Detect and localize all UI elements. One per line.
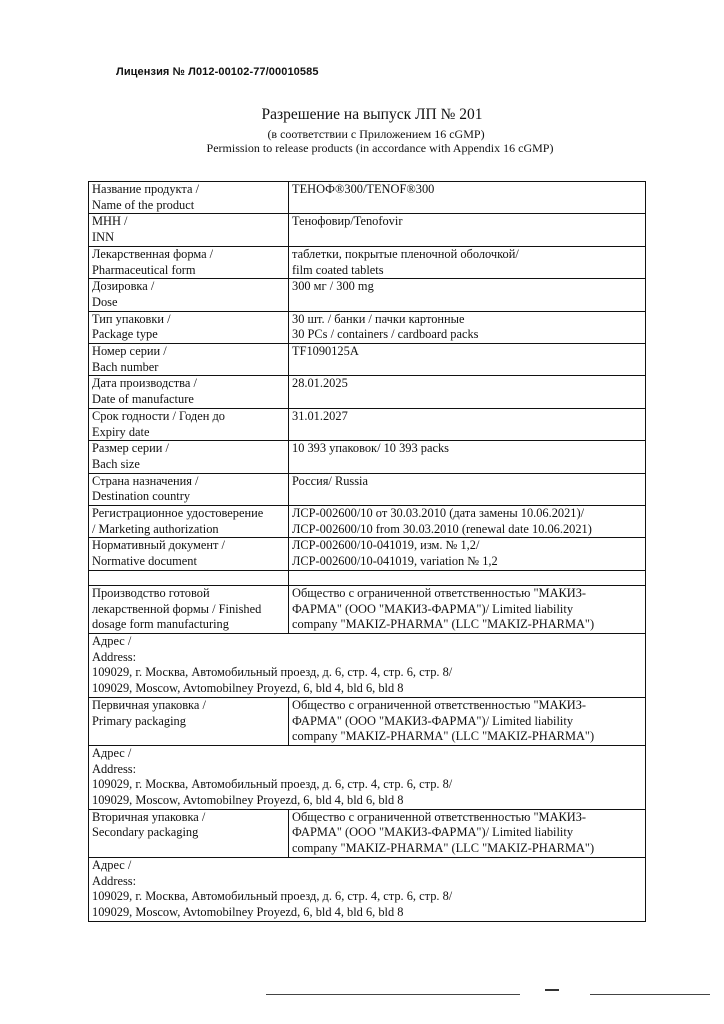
table-row	[89, 408, 646, 440]
subtitle-ru: (в соответствии с Приложением 16 cGMP)	[267, 127, 485, 141]
secondary-value-line: company "MAKIZ-PHARMA" (LLC "MAKIZ-PHARMA")	[292, 841, 595, 856]
manufacturing-address-line: Address:	[92, 649, 137, 664]
field-label-ru: Дата производства /	[92, 376, 197, 391]
field-label-en: Dose	[92, 294, 118, 309]
field-value-line: film coated tablets	[292, 262, 384, 277]
empty-cell	[289, 570, 646, 585]
subtitle-en: Permission to release products (in accordance with Appendix 16 cGMP)	[206, 141, 554, 155]
field-label-cell	[89, 441, 289, 473]
secondary-row	[89, 809, 646, 857]
secondary-label-line: Secondary packaging	[92, 825, 199, 840]
footer-rule-left	[266, 994, 520, 995]
field-label-cell	[89, 473, 289, 505]
field-label-en: Date of manufacture	[92, 392, 194, 407]
manufacturing-address-line: 109029, г. Москва, Автомобильный проезд, д. 6, стр. 4, стр. 6, стр. 8/	[92, 665, 453, 680]
table-row	[89, 538, 646, 570]
secondary-value-cell	[289, 809, 646, 857]
release-table	[88, 181, 646, 922]
manufacturing-label-line: лекарственной формы / Finished	[92, 601, 262, 616]
field-label-en: Package type	[92, 327, 158, 342]
field-value-cell	[289, 441, 646, 473]
field-label-ru: Страна назначения /	[92, 473, 199, 488]
field-value-line	[292, 392, 643, 408]
field-value-cell	[289, 506, 646, 538]
empty-row	[89, 570, 646, 585]
field-value-cell	[289, 376, 646, 408]
field-value-line	[292, 425, 643, 441]
field-value-line: 10 393 упаковок/ 10 393 packs	[292, 441, 449, 456]
field-value-cell	[289, 246, 646, 278]
field-label-cell	[89, 344, 289, 376]
primary-address-line: 109029, Moscow, Avtomobilney Proyezd, 6, bld 4, bld 6, bld 8	[92, 793, 404, 808]
manufacturing-value-line: ФАРМА" (ООО "МАКИЗ-ФАРМА")/ Limited liability	[292, 601, 574, 616]
manufacturing-value-line: company "MAKIZ-PHARMA" (LLC "MAKIZ-PHARMA")	[292, 617, 595, 632]
secondary-address-line: 109029, Moscow, Avtomobilney Proyezd, 6, bld 4, bld 6, bld 8	[92, 904, 404, 919]
field-value-line: 30 шт. / банки / пачки картонные	[292, 311, 465, 326]
page-title: Разрешение на выпуск ЛП № 201	[261, 106, 483, 123]
table-row	[89, 473, 646, 505]
secondary-value-line: Общество с ограниченной ответственностью "МАКИЗ-	[292, 809, 587, 824]
secondary-value-line: ФАРМА" (ООО "МАКИЗ-ФАРМА")/ Limited liability	[292, 825, 574, 840]
secondary-address-line: Address:	[92, 873, 137, 888]
primary-value-line: Общество с ограниченной ответственностью "МАКИЗ-	[292, 697, 587, 712]
table-row	[89, 344, 646, 376]
field-label-en: Name of the product	[92, 197, 195, 212]
manufacturing-address-line: 109029, Moscow, Avtomobilney Proyezd, 6, bld 4, bld 6, bld 8	[92, 681, 404, 696]
field-value-line: 31.01.2027	[292, 408, 348, 423]
manufacturing-value-line: Общество с ограниченной ответственностью "МАКИЗ-	[292, 585, 587, 600]
field-label-ru: Лекарственная форма /	[92, 246, 214, 261]
manufacturing-row	[89, 585, 646, 633]
field-label-en: Pharmaceutical form	[92, 262, 196, 277]
field-value-line	[292, 489, 643, 505]
field-value-cell	[289, 279, 646, 311]
footer-rule-right	[590, 994, 710, 995]
license-number: Лицензия № Л012-00102-77/00010585	[116, 66, 319, 78]
secondary-address-line: Адрес /	[92, 857, 132, 872]
field-value-line	[292, 198, 643, 214]
field-label-cell	[89, 311, 289, 343]
secondary-label-cell	[89, 809, 289, 857]
field-label-ru: Размер серии /	[92, 441, 169, 456]
field-label-en: / Marketing authorization	[92, 521, 219, 536]
field-value-cell	[289, 538, 646, 570]
primary-row	[89, 697, 646, 745]
primary-address-line: Адрес /	[92, 745, 132, 760]
field-value-cell	[289, 311, 646, 343]
field-value-cell	[289, 408, 646, 440]
field-label-en: Bach number	[92, 359, 159, 374]
field-label-en: INN	[92, 230, 115, 245]
field-label-cell	[89, 408, 289, 440]
field-value-line: ТЕНОФ®300/TENOF®300	[292, 182, 435, 196]
primary-value-cell	[289, 697, 646, 745]
field-label-en: Normative document	[92, 554, 197, 569]
field-label-ru: Нормативный документ /	[92, 538, 225, 553]
field-label-en: Bach size	[92, 456, 140, 471]
manufacturing-label-cell	[89, 585, 289, 633]
secondary-address-row	[89, 857, 646, 921]
field-label-cell	[89, 376, 289, 408]
table-row	[89, 376, 646, 408]
manufacturing-label-line: Производство готовой	[92, 585, 210, 600]
field-label-en: Destination country	[92, 489, 191, 504]
field-value-line: Тенофовир/Tenofovir	[292, 214, 403, 229]
field-value-cell	[289, 473, 646, 505]
field-label-ru: Срок годности / Годен до	[92, 408, 225, 423]
secondary-label-line: Вторичная упаковка /	[92, 809, 206, 824]
field-value-line: TF1090125A	[292, 344, 359, 359]
primary-address-row	[89, 745, 646, 809]
field-value-cell	[289, 214, 646, 246]
field-label-cell	[89, 246, 289, 278]
table-row	[89, 246, 646, 278]
field-value-line: ЛСР-002600/10-041019, variation № 1,2	[292, 554, 498, 569]
field-value-cell	[289, 344, 646, 376]
primary-address-line: Address:	[92, 761, 137, 776]
table-row	[89, 214, 646, 246]
table-row	[89, 506, 646, 538]
primary-value-line: ФАРМА" (ООО "МАКИЗ-ФАРМА")/ Limited liability	[292, 713, 574, 728]
field-label-cell	[89, 538, 289, 570]
field-value-line: ЛСР-002600/10 from 30.03.2010 (renewal date 10.06.2021)	[292, 521, 592, 536]
field-value-line: 300 мг / 300 mg	[292, 279, 374, 294]
field-value-line	[292, 360, 643, 376]
primary-label-line: Первичная упаковка /	[92, 697, 206, 712]
secondary-address-cell	[89, 857, 646, 921]
field-value-line: 30 PCs / containers / cardboard packs	[292, 327, 479, 342]
primary-label-line: Primary packaging	[92, 713, 186, 728]
table-row	[89, 311, 646, 343]
field-label-ru: МНН /	[92, 214, 128, 229]
field-label-cell	[89, 182, 289, 214]
field-value-cell	[289, 182, 646, 214]
field-label-cell	[89, 506, 289, 538]
manufacturing-address-line: Адрес /	[92, 633, 132, 648]
field-label-ru: Тип упаковки /	[92, 311, 171, 326]
primary-label-cell	[89, 697, 289, 745]
manufacturing-address-cell	[89, 633, 646, 697]
empty-cell	[89, 570, 289, 585]
field-value-line: ЛСР-002600/10-041019, изм. № 1,2/	[292, 538, 480, 553]
field-value-line	[292, 457, 643, 473]
table-row	[89, 182, 646, 214]
field-label-cell	[89, 214, 289, 246]
footer-dash	[545, 989, 559, 991]
table-row	[89, 441, 646, 473]
field-label-ru: Номер серии /	[92, 344, 167, 359]
field-label-cell	[89, 279, 289, 311]
manufacturing-address-row	[89, 633, 646, 697]
field-value-line: ЛСР-002600/10 от 30.03.2010 (дата замены 10.06.2021)/	[292, 506, 585, 521]
field-value-line: Россия/ Russia	[292, 473, 369, 488]
table-row	[89, 279, 646, 311]
manufacturing-label-line: dosage form manufacturing	[92, 617, 229, 632]
primary-address-line: 109029, г. Москва, Автомобильный проезд, д. 6, стр. 4, стр. 6, стр. 8/	[92, 777, 453, 792]
field-value-line	[292, 295, 643, 311]
secondary-address-line: 109029, г. Москва, Автомобильный проезд, д. 6, стр. 4, стр. 6, стр. 8/	[92, 889, 453, 904]
manufacturing-value-cell	[289, 585, 646, 633]
field-value-line	[292, 230, 643, 246]
field-label-en: Expiry date	[92, 424, 150, 439]
field-label-ru: Дозировка /	[92, 279, 155, 294]
field-value-line: 28.01.2025	[292, 376, 348, 391]
primary-address-cell	[89, 745, 646, 809]
primary-value-line: company "MAKIZ-PHARMA" (LLC "MAKIZ-PHARMA")	[292, 729, 595, 744]
field-label-ru: Регистрационное удостоверение	[92, 506, 264, 521]
field-value-line: таблетки, покрытые пленочной оболочкой/	[292, 246, 519, 261]
field-label-ru: Название продукта /	[92, 182, 200, 196]
